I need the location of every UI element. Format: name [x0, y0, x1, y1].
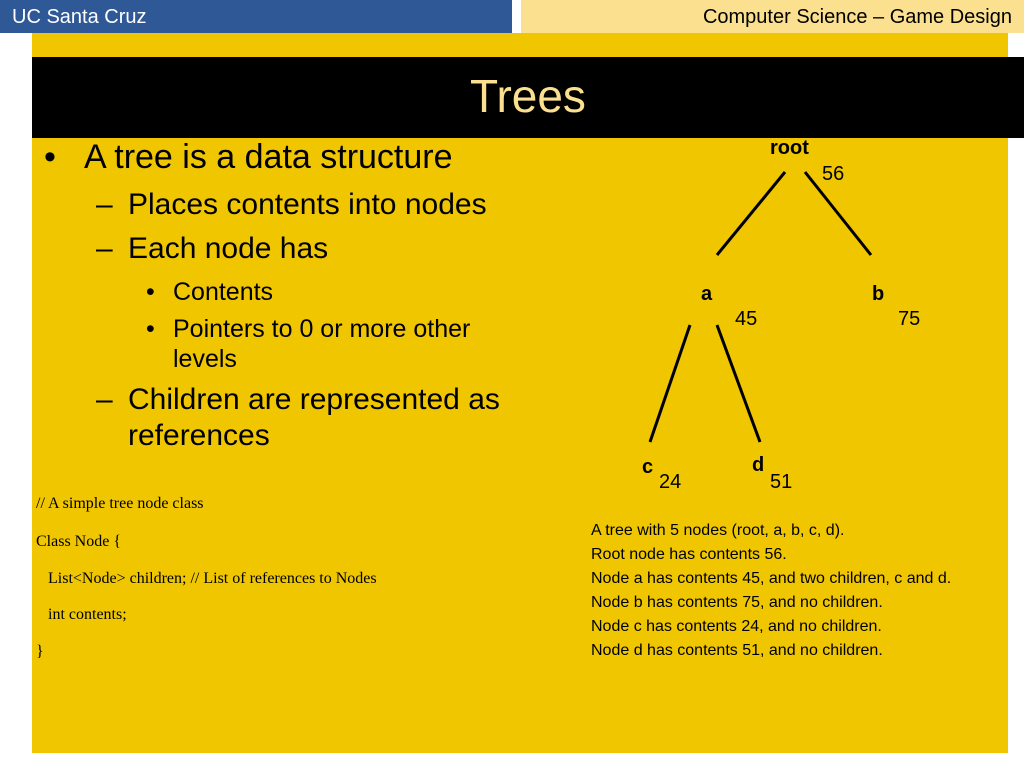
- bullet-text: Contents: [173, 278, 274, 306]
- node-root-value: 56: [822, 163, 845, 185]
- tree-edges: [600, 135, 1000, 500]
- bullet-dot-icon: •: [146, 315, 155, 343]
- edge-root-a: [717, 172, 785, 255]
- code-closing-brace: }: [36, 643, 44, 660]
- header-left-text: UC Santa Cruz: [12, 6, 147, 28]
- bullet-text: Children are represented as: [128, 383, 500, 416]
- dash-icon: –: [96, 383, 113, 416]
- bullet-dot-icon: •: [146, 278, 155, 306]
- edge-a-d: [717, 325, 760, 442]
- node-d-label: d: [752, 454, 765, 476]
- code-class-decl: Class Node {: [36, 533, 122, 550]
- bullet-text: A tree is a data structure: [84, 138, 453, 176]
- header-right-text: Computer Science – Game Design: [702, 6, 1012, 28]
- node-b-value: 75: [898, 308, 921, 330]
- edge-a-c: [650, 325, 690, 442]
- node-a-label: a: [701, 283, 713, 305]
- header-left: [0, 0, 512, 33]
- code-comment: // A simple tree node class: [36, 495, 204, 512]
- bullet-text: Pointers to 0 or more other: [173, 315, 471, 343]
- dash-icon: –: [96, 188, 113, 221]
- node-root-label: root: [770, 137, 809, 159]
- header-right: [521, 0, 1024, 33]
- description-line: A tree with 5 nodes (root, a, b, c, d).: [591, 522, 845, 539]
- node-b-label: b: [872, 283, 885, 305]
- description-line: Node b has contents 75, and no children.: [591, 594, 883, 611]
- tree-description: [591, 519, 991, 663]
- description-line: Node d has contents 51, and no children.: [591, 642, 883, 659]
- code-contents-field: int contents;: [48, 606, 127, 623]
- description-line: Root node has contents 56.: [591, 546, 787, 563]
- slide-title: Trees: [470, 70, 586, 122]
- description-line: Node a has contents 45, and two children, c and d.: [591, 570, 952, 587]
- bullet-text: Places contents into nodes: [128, 188, 487, 221]
- code-children-field: List<Node> children; // List of references to Nodes: [48, 570, 377, 587]
- title-bar: [32, 57, 1024, 138]
- bullet-dot-icon: •: [44, 138, 56, 176]
- node-a-value: 45: [735, 308, 758, 330]
- description-line: Node c has contents 24, and no children.: [591, 618, 882, 635]
- bullet-text-continued: levels: [173, 345, 237, 373]
- tree-diagram: [600, 135, 1000, 500]
- node-d-value: 51: [770, 471, 793, 493]
- node-c-value: 24: [659, 471, 682, 493]
- bullet-text-continued: references: [128, 419, 270, 452]
- node-c-label: c: [642, 456, 654, 478]
- dash-icon: –: [96, 232, 113, 265]
- bullet-text: Each node has: [128, 232, 329, 265]
